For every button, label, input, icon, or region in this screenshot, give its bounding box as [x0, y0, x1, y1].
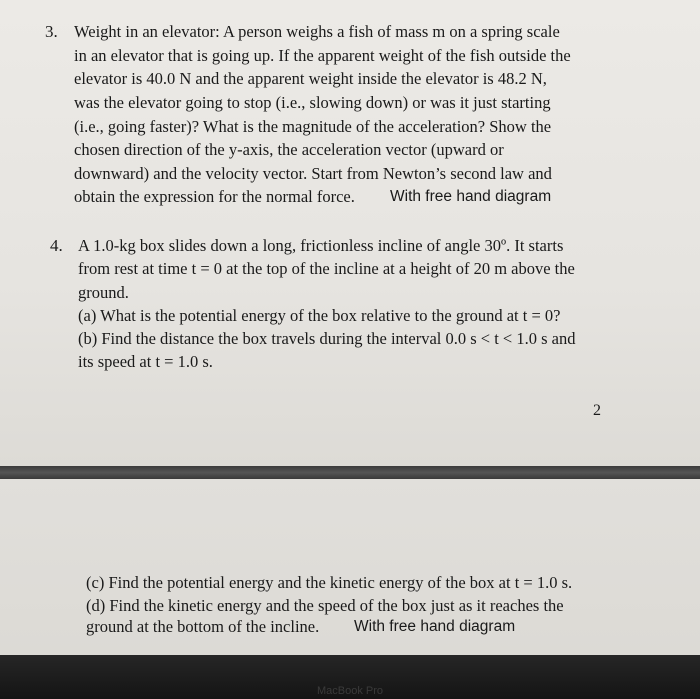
question-3-handwritten-note: With free hand diagram [390, 188, 552, 205]
question-3-line: (i.e., going faster)? What is the magnitude of the acceleration? Show the [74, 117, 552, 136]
question-4-line: ground. [78, 283, 129, 302]
question-4-line: A 1.0-kg box slides down a long, frictionless incline of angle 30º. It starts [78, 236, 564, 255]
question-3-line: elevator is 40.0 N and the apparent weight inside the elevator is 48.2 N, [74, 69, 547, 88]
question-3-line: was the elevator going to stop (i.e., slowing down) or was it just starting [74, 93, 551, 112]
bezel-label: MacBook Pro [316, 685, 384, 697]
document-page-bottom [0, 479, 700, 655]
question-3-line: obtain the expression for the normal force. [74, 187, 355, 206]
question-3-line: downward) and the velocity vector. Start from Newton’s second law and [74, 164, 552, 183]
continuation-line: ground at the bottom of the incline. [86, 617, 320, 636]
question-4-line: (b) Find the distance the box travels during the interval 0.0 s < t < 1.0 s and [78, 329, 576, 348]
question-4-line: from rest at time t = 0 at the top of the incline at a height of 20 m above the [78, 259, 575, 278]
question-3-line: chosen direction of the y-axis, the acceleration vector (upward or [74, 140, 504, 159]
question-3-line: Weight in an elevator: A person weighs a fish of mass m on a spring scale [74, 22, 560, 41]
page-separator [0, 466, 700, 479]
page-number: 2 [593, 402, 601, 419]
continuation-line: (c) Find the potential energy and the kinetic energy of the box at t = 1.0 s. [86, 573, 573, 592]
question-4-line: (a) What is the potential energy of the box relative to the ground at t = 0? [78, 306, 561, 325]
continuation-handwritten-note: With free hand diagram [354, 618, 516, 635]
continuation-line: (d) Find the kinetic energy and the speed of the box just as it reaches the [86, 596, 564, 615]
question-4-number: 4. [50, 236, 63, 255]
laptop-bezel [0, 655, 700, 699]
question-3-number: 3. [45, 22, 58, 41]
question-3-line: in an elevator that is going up. If the apparent weight of the fish outside the [74, 46, 571, 65]
question-4-line: its speed at t = 1.0 s. [78, 352, 213, 371]
